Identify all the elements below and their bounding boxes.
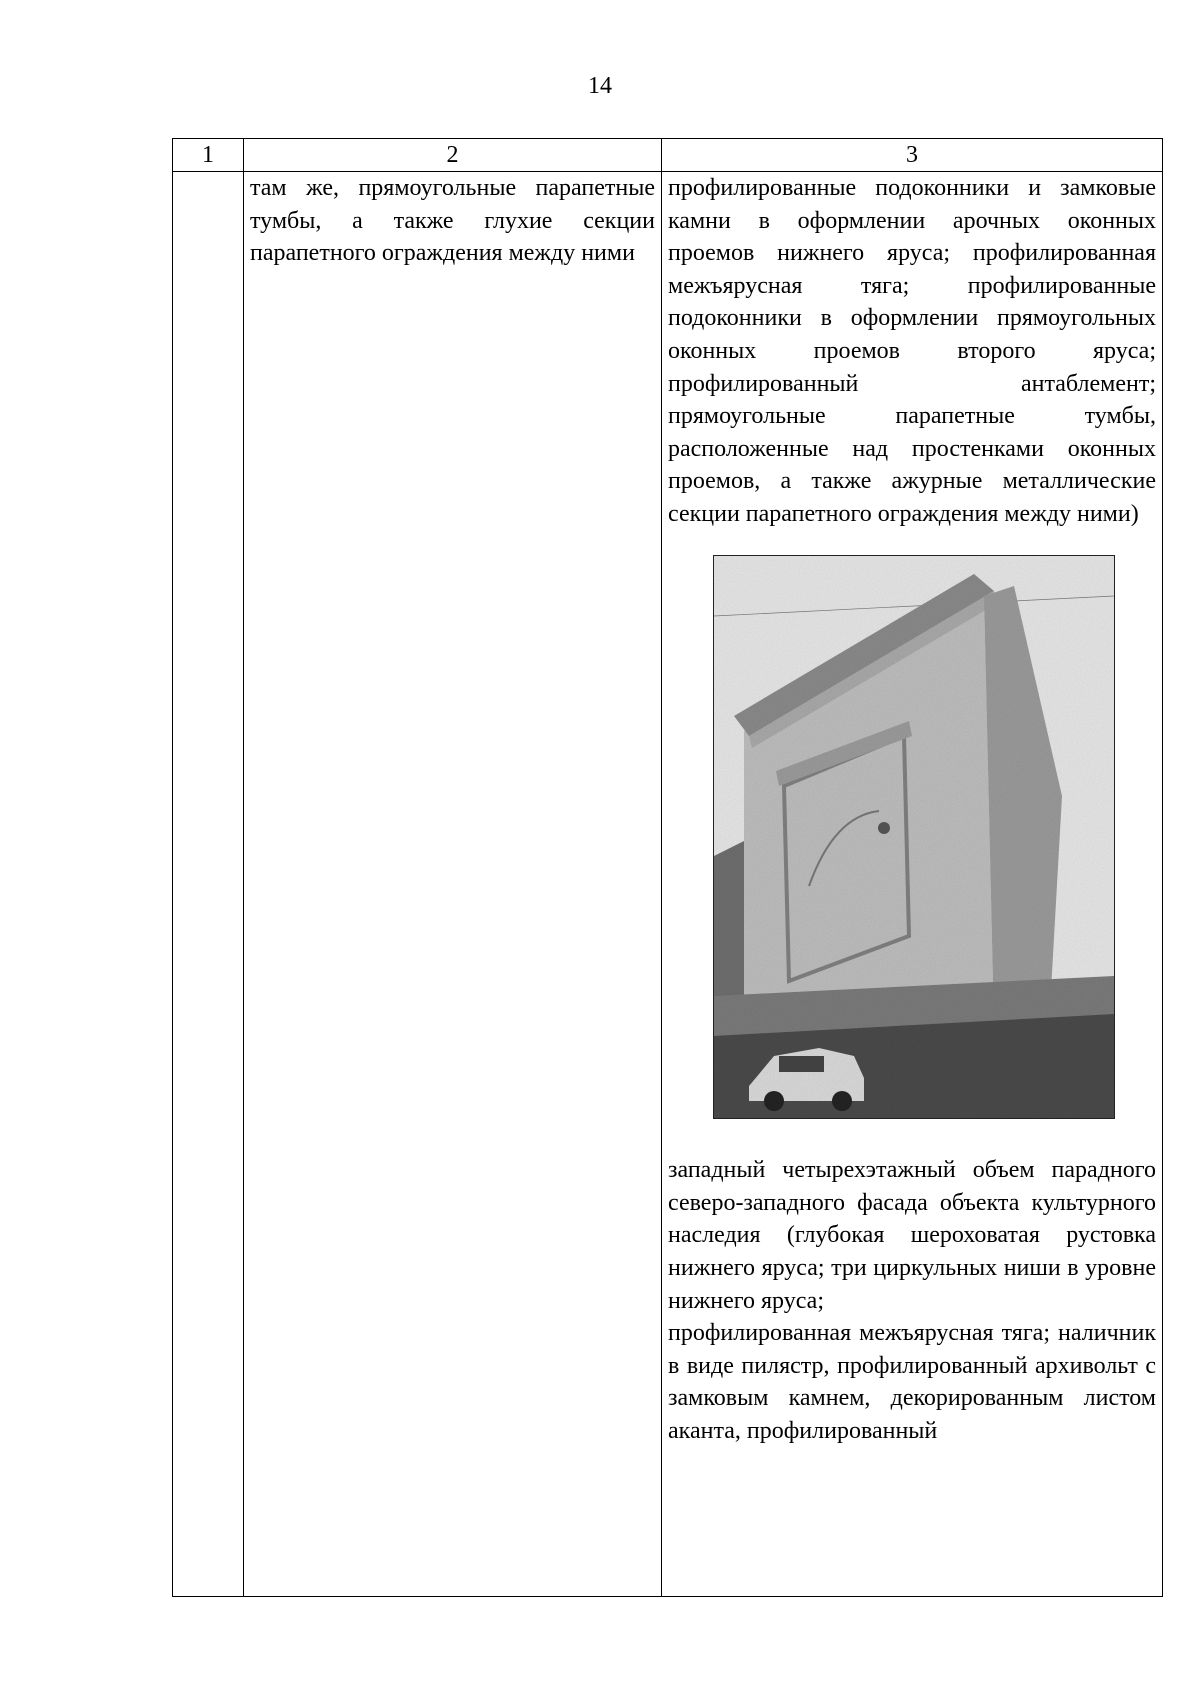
description-text-2: западный четырехэтажный объем парадного северо-западного фасада объекта культурного наследия (глубокая шероховатая рустовка нижнего яруса; три циркульных ниши в уровне нижнего яруса; xyxy=(668,1157,1156,1314)
description-text-3: профилированная межъярусная тяга; наличник в виде пилястр, профилированный архивольт с замковым камнем, декорированным листом аканта, профилированный xyxy=(668,1320,1156,1444)
heritage-elements-table xyxy=(172,138,1163,1597)
photo-container xyxy=(668,531,1156,1155)
header-col-3: 3 xyxy=(662,139,1163,172)
description-text-1: профилированные подоконники и замковые камни в оформлении арочных оконных проемов нижнего яруса; профилированная межъярусная тяга; профилированные подоконники в оформлении прямоугольных оконных проемов второго яруса; профилированный антаблемент; прямоугольные парапетные тумбы, расположенные над простенками оконных проемов, а также ажурные металлические секции парапетного ограждения между ними) xyxy=(668,175,1156,527)
cell-number xyxy=(173,172,244,1597)
table-row xyxy=(173,172,1163,1597)
header-col-2: 2 xyxy=(244,139,662,172)
page-number: 14 xyxy=(588,73,612,99)
cell-location xyxy=(244,172,662,1597)
building-facade-photo xyxy=(713,555,1115,1119)
location-text: там же, прямоугольные парапетные тумбы, а также глухие секции парапетного ограждения между ними xyxy=(250,175,655,267)
cell-description xyxy=(662,172,1163,1597)
header-col-1: 1 xyxy=(173,139,244,172)
table-header-row xyxy=(173,139,1163,172)
